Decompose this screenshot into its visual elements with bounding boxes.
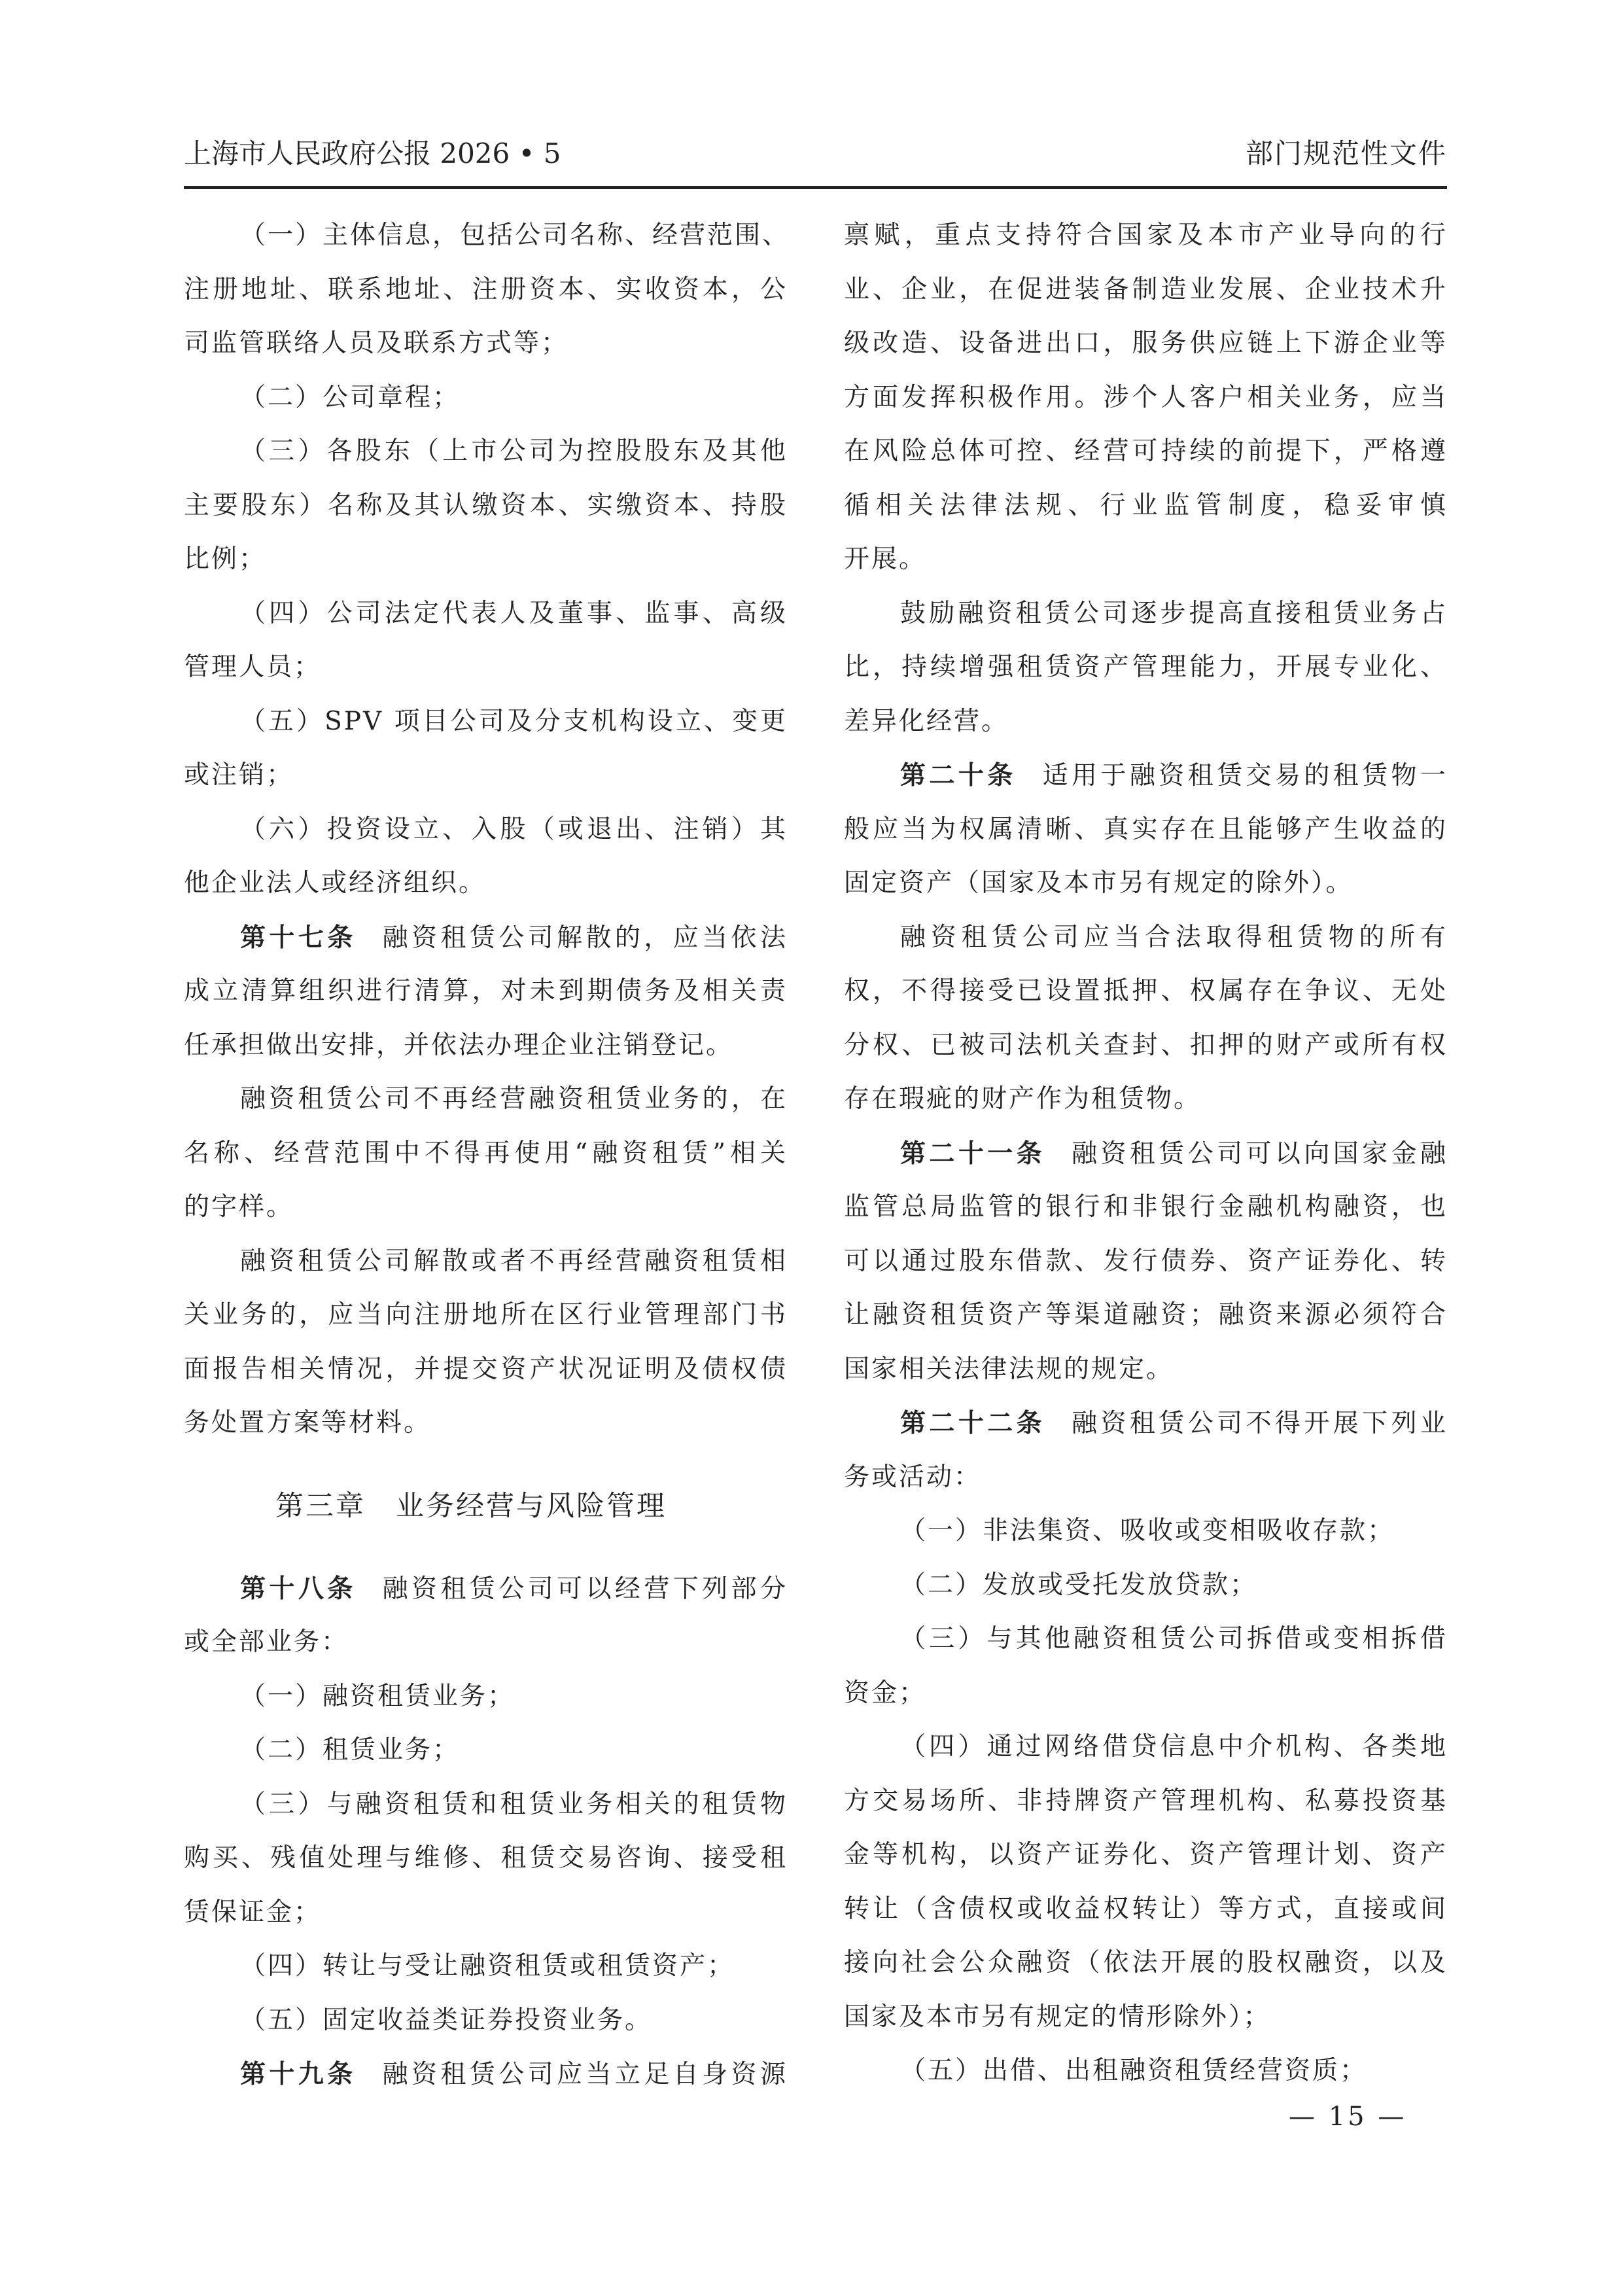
text-line: [184, 749, 788, 803]
line-text: （六）投资设立、入股（或退出、注销）其: [240, 814, 788, 844]
line-text: 权，不得接受已设置抵押、权属存在争议、无处: [844, 976, 1448, 1006]
text-line: [844, 1127, 1448, 1181]
text-line: [844, 2044, 1448, 2098]
paragraph: [844, 209, 1448, 587]
line-text: 国家相关法律法规的规定。: [844, 1354, 1174, 1384]
line-text: （二）公司章程；: [240, 382, 461, 412]
line-text: 比例；: [184, 544, 267, 574]
line-text: 业、企业，在促进装备制造业发展、企业技术升: [844, 274, 1448, 304]
text-line: [844, 1720, 1448, 1775]
text-line: [184, 479, 788, 533]
line-text: 转让（含债权或收益权转让）等方式，直接或间: [844, 1894, 1448, 1924]
line-text: （五）固定收益类证券投资业务。: [240, 2005, 653, 2035]
text-line: [844, 1667, 1448, 1721]
line-text: 循相关法律法规、行业监管制度，稳妥审慎: [844, 490, 1448, 520]
line-text: 比，持续增强租赁资产管理能力，开展专业化、: [844, 652, 1448, 682]
article-number: 第十八条: [240, 1573, 357, 1604]
text-line: [844, 1990, 1448, 2045]
line-text: 鼓励融资租赁公司逐步提高直接租赁业务占: [900, 598, 1448, 628]
paragraph: [844, 1612, 1448, 1720]
text-line: [844, 1451, 1448, 1505]
right-column: [844, 209, 1448, 2098]
text-line: [844, 209, 1448, 263]
text-line: [184, 1778, 788, 1832]
line-text: 或全部业务：: [184, 1627, 349, 1657]
line-text: （四）公司法定代表人及董事、监事、高级: [240, 598, 788, 628]
text-line: [844, 1775, 1448, 1829]
line-text: 适用于融资租赁交易的租赁物一: [1042, 761, 1448, 790]
text-line: [844, 1343, 1448, 1397]
line-text: 融资租赁公司可以经营下列部分: [382, 1574, 788, 1604]
article-number: 第十九条: [240, 2059, 357, 2089]
text-line: [184, 1723, 788, 1778]
text-line: [844, 964, 1448, 1019]
text-line: [844, 749, 1448, 803]
line-text: 务或活动：: [844, 1462, 982, 1492]
line-text: 管理人员；: [184, 652, 322, 682]
text-line: [184, 641, 788, 695]
line-text: 注册地址、联系地址、注册资本、实收资本，公: [184, 274, 788, 304]
line-text: 融资租赁公司应当立足自身资源: [382, 2060, 788, 2089]
article-number: 第二十二条: [900, 1408, 1046, 1438]
text-line: [844, 263, 1448, 317]
paragraph: [184, 1994, 788, 2048]
left-column: [184, 209, 788, 2102]
text-line: [184, 1562, 788, 1616]
line-text: （一）融资租赁业务；: [240, 1681, 515, 1711]
line-text: （三）各股东（上市公司为控股股东及其他: [240, 436, 788, 466]
paragraph: [844, 1720, 1448, 2044]
line-text: 国家及本市另有规定的情形除外）；: [844, 2002, 1271, 2032]
line-text: 或注销；: [184, 760, 294, 790]
text-line: [844, 857, 1448, 911]
text-line: [844, 1612, 1448, 1667]
line-text: 禀赋，重点支持符合国家及本市产业导向的行: [844, 221, 1448, 250]
chapter-heading: 第三章 业务经营与风险管理: [275, 1489, 667, 1523]
text-line: [844, 1288, 1448, 1343]
journal-title: 上海市人民政府公报 2026 • 5: [184, 137, 561, 169]
text-line: [184, 209, 788, 263]
line-text: 让融资租赁资产等渠道融资；融资来源必须符合: [844, 1300, 1448, 1330]
text-line: [184, 263, 788, 317]
line-text: （四）通过网络借贷信息中介机构、各类地: [900, 1732, 1448, 1761]
text-line: [844, 371, 1448, 425]
header-rule: [184, 186, 1447, 189]
paragraph: [844, 587, 1448, 749]
paragraph: [844, 1504, 1448, 1559]
text-line: [184, 1180, 788, 1235]
line-text: 司监管联络人员及联系方式等；: [184, 328, 569, 358]
paragraph: [184, 587, 788, 695]
text-line: [844, 479, 1448, 533]
section-title: 部门规范性文件: [1245, 137, 1447, 169]
text-line: [184, 317, 788, 371]
line-text: 主要股东）名称及其认缴资本、实缴资本、持股: [184, 490, 788, 520]
text-line: [184, 371, 788, 425]
paragraph: [844, 911, 1448, 1127]
text-line: [184, 1343, 788, 1397]
paragraph: [844, 1127, 1448, 1397]
paragraph: [184, 2047, 788, 2102]
text-line: [844, 1019, 1448, 1073]
line-text: 他企业法人或经济组织。: [184, 868, 487, 898]
line-text: 资金；: [844, 1678, 927, 1708]
line-text: 的字样。: [184, 1192, 294, 1222]
text-line: [184, 2047, 788, 2102]
text-line: [844, 425, 1448, 479]
line-text: （一）主体信息，包括公司名称、经营范围、: [240, 221, 790, 250]
text-line: [844, 803, 1448, 857]
paragraph: [184, 425, 788, 587]
text-line: [184, 1235, 788, 1289]
line-text: 融资租赁公司解散或者不再经营融资租赁相: [240, 1246, 788, 1276]
text-line: [844, 1504, 1448, 1559]
text-line: [844, 533, 1448, 587]
text-line: [184, 1886, 788, 1940]
paragraph: [184, 371, 788, 425]
line-text: （二）租赁业务；: [240, 1735, 461, 1765]
paragraph: [184, 209, 788, 371]
text-line: [184, 803, 788, 857]
line-text: 级改造、设备进出口，服务供应链上下游企业等: [844, 328, 1448, 358]
paragraph: [184, 911, 788, 1073]
text-line: [184, 1288, 788, 1343]
text-line: [844, 1559, 1448, 1613]
paragraph: [184, 1072, 788, 1235]
line-text: （二）发放或受托发放贷款；: [900, 1570, 1258, 1600]
line-text: 面报告相关情况，并提交资产状况证明及债权债: [184, 1354, 788, 1384]
text-line: [844, 695, 1448, 749]
line-text: 融资租赁公司不再经营融资租赁业务的，在: [240, 1084, 788, 1114]
text-line: [844, 1235, 1448, 1289]
line-text: （一）非法集资、吸收或变相吸收存款；: [900, 1516, 1395, 1545]
line-text: 可以通过股东借款、发行债券、资产证券化、转: [844, 1246, 1448, 1276]
paragraph: [184, 803, 788, 911]
line-text: 方交易场所、非持牌资产管理机构、私募投资基: [844, 1786, 1448, 1816]
paragraph: [844, 749, 1448, 911]
line-text: （五）出借、出租融资租赁经营资质；: [900, 2056, 1368, 2085]
line-text: 成立清算组织进行清算，对未到期债务及相关责: [184, 976, 788, 1006]
text-line: [184, 1994, 788, 2048]
text-line: [844, 1828, 1448, 1882]
text-line: [184, 911, 788, 965]
paragraph: [184, 1562, 788, 1670]
line-text: 般应当为权属清晰、真实存在且能够产生收益的: [844, 814, 1448, 844]
paragraph: [184, 1235, 788, 1451]
line-text: 监管总局监管的银行和非银行金融机构融资，也: [844, 1192, 1448, 1222]
text-line: [184, 1670, 788, 1724]
line-text: 融资租赁公司解散的，应当依法: [382, 923, 788, 953]
article-number: 第十七条: [240, 922, 357, 953]
line-text: 任承担做出安排，并依法办理企业注销登记。: [184, 1030, 734, 1060]
line-text: （四）转让与受让融资租赁或租赁资产；: [240, 1951, 735, 1981]
line-text: 在风险总体可控、经营可持续的前提下，严格遵: [844, 436, 1448, 466]
article-number: 第二十条: [900, 760, 1017, 790]
text-line: [844, 1936, 1448, 1990]
line-text: 融资租赁公司不得开展下列业: [1072, 1409, 1448, 1438]
line-text: 差异化经营。: [844, 706, 1009, 736]
text-line: [844, 1396, 1448, 1451]
text-line: [844, 911, 1448, 965]
article-number: 第二十一条: [900, 1138, 1046, 1169]
text-line: [184, 1396, 788, 1451]
text-line: [184, 1939, 788, 1994]
text-line: [184, 857, 788, 911]
paragraph: [184, 1670, 788, 1724]
paragraph: [184, 695, 788, 803]
text-line: [184, 1127, 788, 1181]
line-text: 金等机构，以资产证券化、资产管理计划、资产: [844, 1840, 1448, 1869]
text-line: [184, 425, 788, 479]
text-line: [184, 1072, 788, 1127]
line-text: 分权、已被司法机关查封、扣押的财产或所有权: [844, 1030, 1448, 1060]
text-line: [184, 964, 788, 1019]
paragraph: [844, 1396, 1448, 1504]
line-text: 方面发挥积极作用。涉个人客户相关业务，应当: [844, 382, 1448, 412]
line-text: （五）SPV 项目公司及分支机构设立、变更: [240, 706, 788, 736]
text-line: [184, 1831, 788, 1886]
line-text: 关业务的，应当向注册地所在区行业管理部门书: [184, 1300, 788, 1330]
line-text: （三）与其他融资租赁公司拆借或变相拆借: [900, 1624, 1448, 1653]
line-text: 开展。: [844, 544, 927, 574]
text-line: [184, 695, 788, 749]
text-line: [844, 1882, 1448, 1937]
paragraph: [184, 1939, 788, 1994]
text-line: [844, 317, 1448, 371]
paragraph: [184, 1723, 788, 1778]
line-text: 赁保证金；: [184, 1897, 322, 1927]
text-line: [844, 641, 1448, 695]
line-text: 务处置方案等材料。: [184, 1408, 432, 1438]
text-line: [844, 587, 1448, 641]
paragraph: [184, 1778, 788, 1940]
line-text: 购买、残值处理与维修、租赁交易咨询、接受租: [184, 1843, 788, 1873]
line-text: 接向社会公众融资（依法开展的股权融资，以及: [844, 1948, 1448, 1977]
page-number: — 15 —: [1289, 2102, 1407, 2132]
line-text: 融资租赁公司应当合法取得租赁物的所有: [900, 922, 1448, 952]
text-line: [184, 533, 788, 587]
text-line: [184, 587, 788, 641]
text-line: [184, 1616, 788, 1670]
line-text: 固定资产（国家及本市另有规定的除外）。: [844, 868, 1353, 898]
line-text: （三）与融资租赁和租赁业务相关的租赁物: [240, 1789, 788, 1819]
text-line: [844, 1180, 1448, 1235]
line-text: 名称、经营范围中不得再使用“融资租赁”相关: [184, 1138, 788, 1168]
paragraph: [844, 2044, 1448, 2098]
paragraph: [844, 1559, 1448, 1613]
text-line: [184, 1019, 788, 1073]
text-line: [844, 1072, 1448, 1127]
line-text: 存在瑕疵的财产作为租赁物。: [844, 1084, 1202, 1114]
line-text: 融资租赁公司可以向国家金融: [1072, 1139, 1448, 1169]
